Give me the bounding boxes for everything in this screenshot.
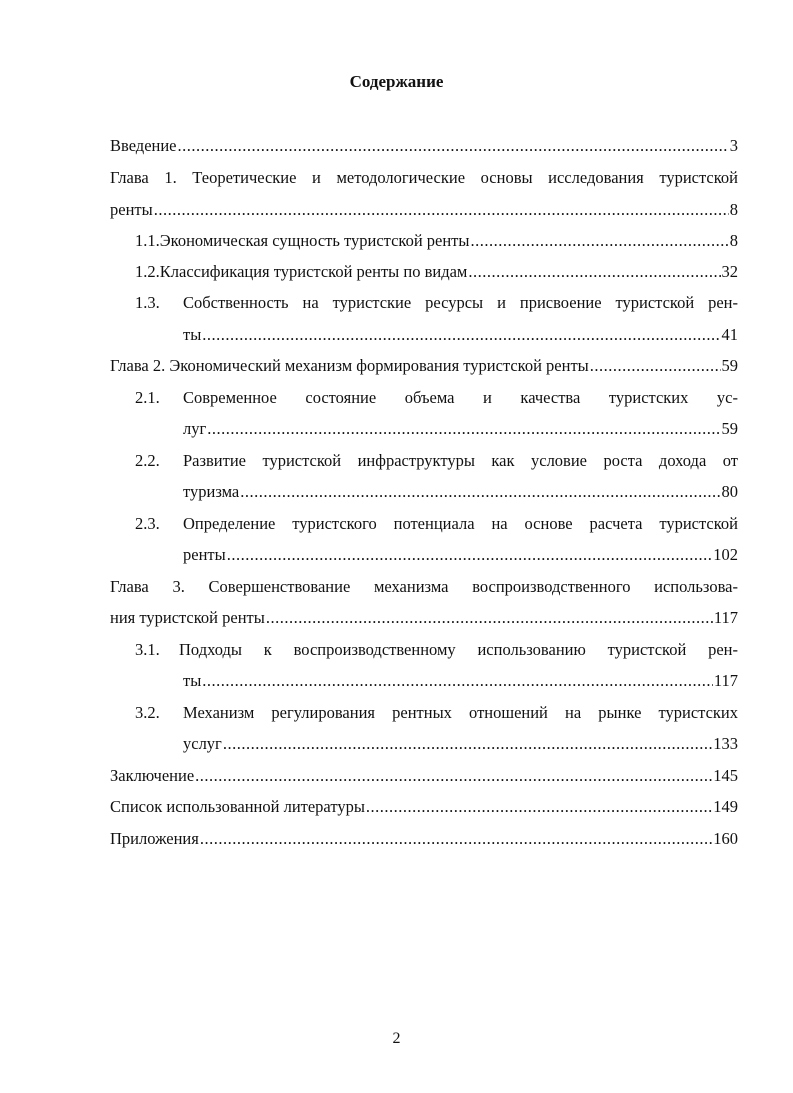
toc-page: 117 (713, 608, 738, 627)
toc-leader (202, 325, 720, 345)
toc-page: 145 (713, 766, 738, 785)
toc-leader (266, 608, 713, 628)
toc-label: Приложения (110, 829, 199, 848)
toc-entry-2-3-line2 (183, 545, 738, 565)
toc-leader (590, 356, 721, 376)
toc-label: ренты (183, 545, 226, 564)
toc-entry-2-1-line1 (135, 388, 738, 408)
toc-leader (470, 231, 728, 251)
toc-label: Глава 2. Экономический механизм формирования туристской ренты (110, 356, 589, 375)
toc-leader (207, 419, 720, 439)
section-number: 2.1. (135, 388, 160, 407)
toc-leader (200, 829, 712, 849)
toc-label: туризма (183, 482, 240, 501)
toc-entry-2-3-line1 (135, 514, 738, 534)
page-title: Содержание (349, 72, 444, 91)
toc-entry-intro (110, 136, 738, 156)
toc-entry-3-1-line1 (135, 640, 738, 660)
toc-page: 59 (721, 419, 738, 438)
toc-leader (223, 734, 712, 754)
toc-entry-appendix (110, 829, 738, 849)
toc-entry-2-2-line1 (135, 451, 738, 471)
toc-page: 80 (721, 482, 738, 501)
toc-leader (366, 797, 712, 817)
section-number: 2.2. (135, 451, 160, 470)
toc-page: 3 (729, 136, 738, 155)
toc-page: 8 (729, 200, 738, 219)
toc-page: 160 (713, 829, 738, 848)
toc-entry-1-2 (135, 262, 738, 282)
section-number: 1.2. (135, 262, 160, 281)
toc-label: услуг (183, 734, 222, 753)
toc-label: Механизм регулирования рентных отношений на рынке туристских (183, 703, 738, 722)
toc-leader (202, 671, 713, 691)
toc-page: 8 (729, 231, 738, 250)
toc-entry-2-2-line2 (183, 482, 738, 502)
toc-page: 149 (713, 797, 738, 816)
toc-label: ты (183, 671, 202, 690)
toc-entry-ch1-line1: Глава 1. Теоретические и методологические основы исследования туристской (110, 168, 738, 187)
toc-entry-ch3-line2 (110, 608, 738, 628)
toc-label: Определение туристского потенциала на основе расчета туристской (183, 514, 738, 533)
toc-leader (240, 482, 720, 502)
toc-page: 117 (713, 671, 738, 690)
toc-label: Заключение (110, 766, 195, 785)
toc-entry-3-2-line1 (135, 703, 738, 723)
section-number: 3.2. (135, 703, 160, 722)
toc-entry-ch1-line2 (110, 200, 738, 220)
toc-entry-3-1-line2 (183, 671, 738, 691)
toc-leader (195, 766, 712, 786)
page-number: 2 (392, 1030, 401, 1047)
toc-page: 102 (713, 545, 738, 564)
section-number: 1.3. (135, 293, 160, 312)
section-number: 2.3. (135, 514, 160, 533)
toc-leader (154, 200, 729, 220)
toc-entry-ch3-line1: Глава 3. Совершенствование механизма воспроизводственного использова- (110, 577, 738, 596)
toc-entry-conclusion (110, 766, 738, 786)
toc-page: 32 (721, 262, 738, 281)
toc-page: 133 (713, 734, 738, 753)
toc-label: Классификация туристской ренты по видам (159, 262, 468, 281)
toc-entry-1-3-line2 (183, 325, 738, 345)
toc-label: Собственность на туристские ресурсы и присвоение туристской рен- (183, 293, 738, 312)
toc-entry-references (110, 797, 738, 817)
toc-entry-1-3-line1 (135, 293, 738, 313)
toc-label: ренты (110, 200, 153, 219)
toc-label: Подходы к воспроизводственному использованию туристской рен- (179, 640, 738, 659)
section-number: 3.1. (135, 640, 160, 659)
toc-page: 59 (721, 356, 738, 375)
toc-entry-3-2-line2 (183, 734, 738, 754)
toc-leader (227, 545, 713, 565)
toc-page: 41 (721, 325, 738, 344)
toc-entry-1-1 (135, 231, 738, 251)
toc-label: Современное состояние объема и качества туристских ус- (183, 388, 738, 407)
toc-label: Экономическая сущность туристской ренты (159, 231, 470, 250)
toc-label: ты (183, 325, 202, 344)
toc-entry-ch2 (110, 356, 738, 376)
toc-label: Развитие туристской инфраструктуры как условие роста дохода от (183, 451, 738, 470)
section-number: 1.1. (135, 231, 160, 250)
toc-label: Список использованной литературы (110, 797, 365, 816)
toc-leader (468, 262, 720, 282)
toc-label: Введение (110, 136, 177, 155)
toc-leader (178, 136, 729, 156)
toc-label: ния туристской ренты (110, 608, 265, 627)
toc-entry-2-1-line2 (183, 419, 738, 439)
toc-label: луг (183, 419, 207, 438)
